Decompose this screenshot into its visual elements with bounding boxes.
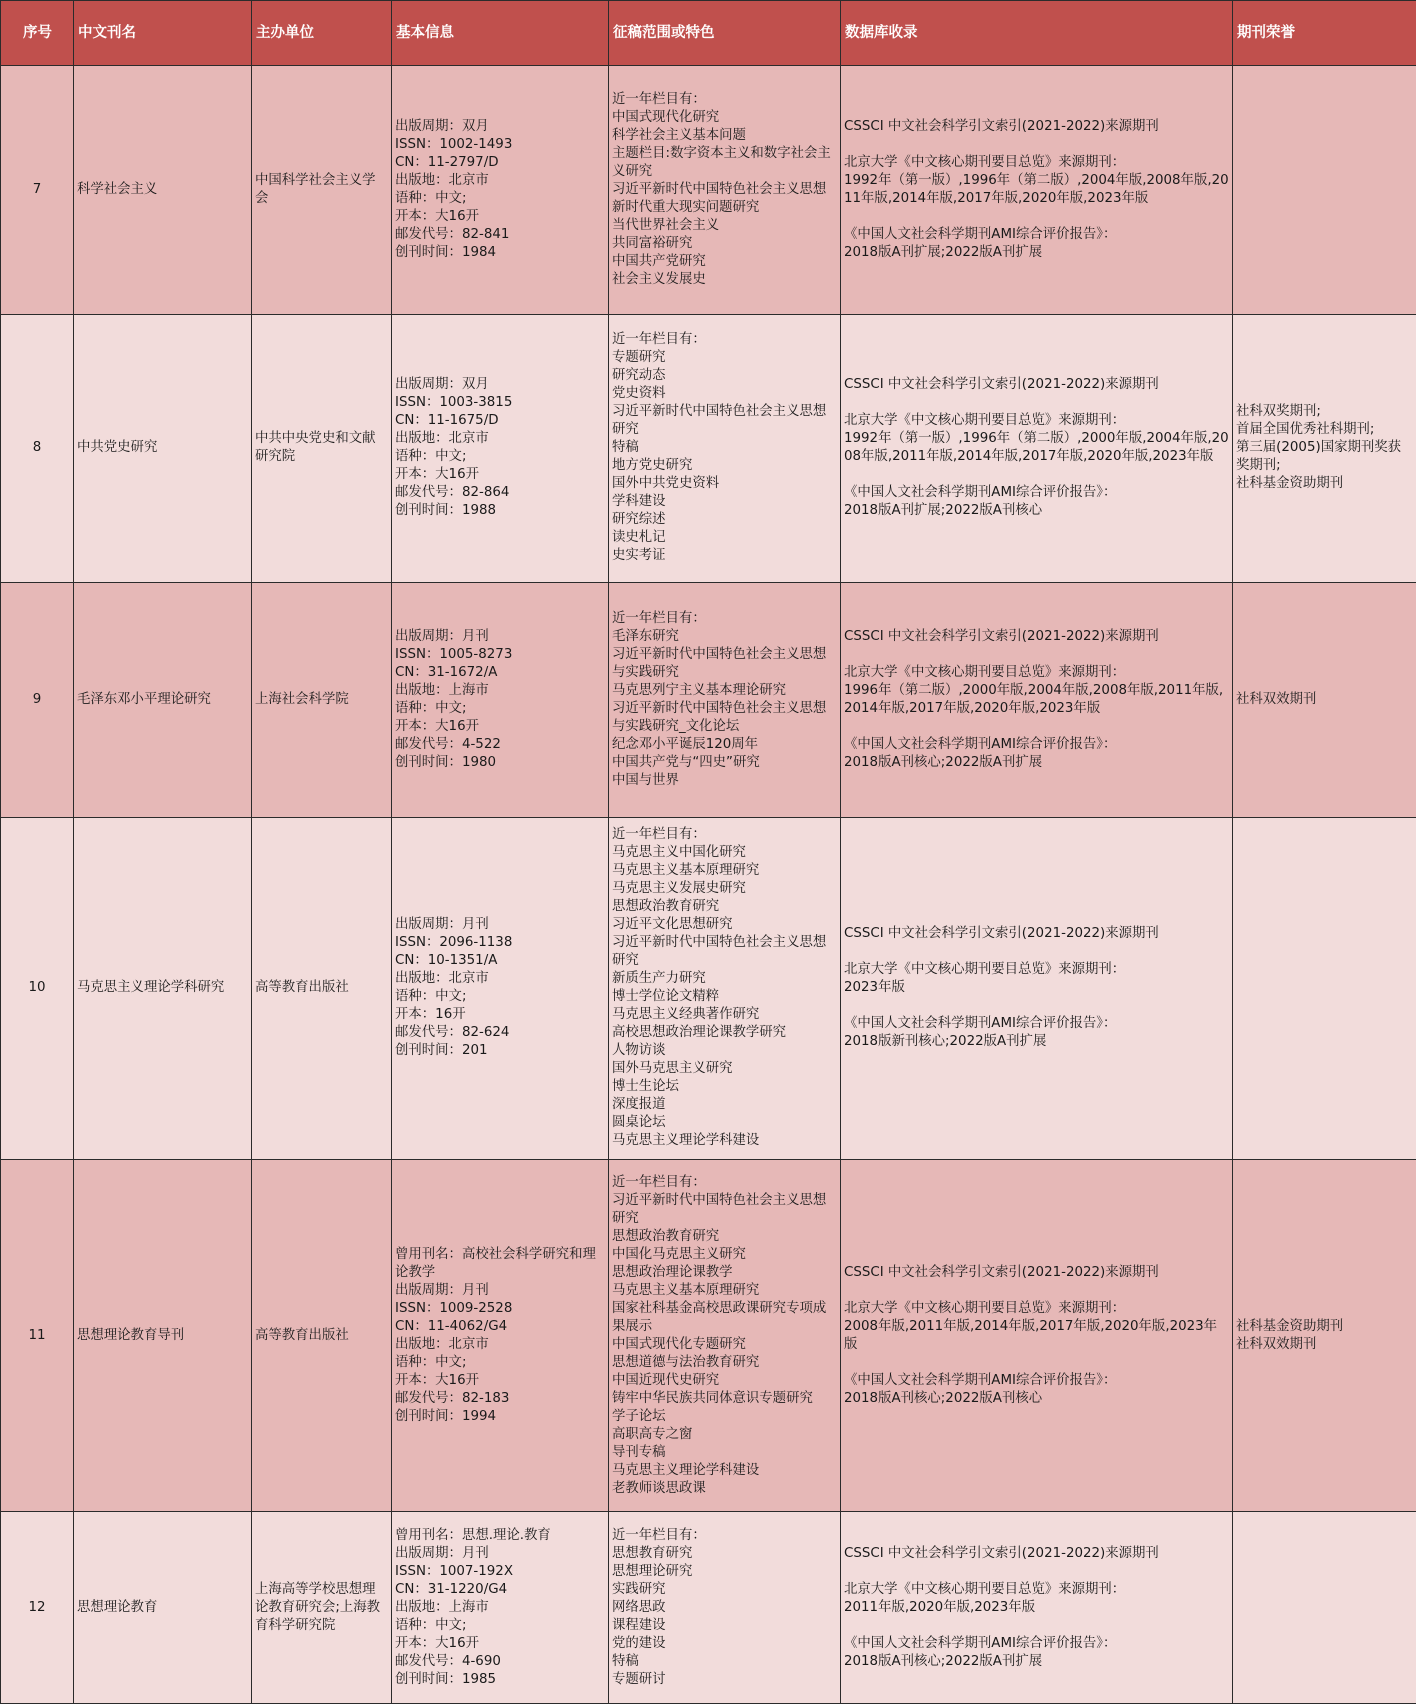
cell-line: 创刊时间：1984 — [395, 244, 497, 260]
cell-line: 语种：中文; — [395, 1617, 467, 1633]
cell-line — [844, 466, 1229, 484]
cell-line: 《中国人文社会科学期刊AMI综合评价报告》： — [844, 226, 1117, 242]
cell-line: 北京大学《中文核心期刊要目总览》来源期刊： — [844, 1300, 1126, 1316]
header-database: 数据库收录 — [841, 1, 1233, 66]
cell-line: 《中国人文社会科学期刊AMI综合评价报告》： — [844, 1016, 1117, 1032]
cell-line: 习近平新时代中国特色社会主义思想 — [612, 181, 827, 197]
cell-line: 学科建设 — [612, 494, 666, 510]
header-no: 序号 — [1, 1, 74, 66]
cell-honors — [1233, 1159, 1416, 1512]
cell-line: 国外马克思主义研究 — [612, 1061, 733, 1077]
cell-line: 首届全国优秀社科期刊; — [1236, 422, 1375, 438]
cell-basic-info — [392, 66, 609, 315]
cell-line: 创刊时间：1985 — [395, 1671, 497, 1687]
cell-database — [841, 314, 1233, 583]
cell-line: 思想政治教育研究 — [612, 1228, 720, 1244]
cell-line — [844, 1617, 1229, 1635]
table-row — [1, 1512, 1416, 1704]
cell-line: 习近平新时代中国特色社会主义思想与实践研究_文化论坛 — [612, 701, 827, 735]
cell-line — [844, 1354, 1229, 1372]
cell-line: 史实考证 — [612, 548, 666, 564]
cell-line — [844, 646, 1229, 664]
cell-line: ISSN：1009-2528 — [395, 1300, 513, 1316]
cell-scope — [609, 817, 841, 1159]
cell-journal-name: 科学社会主义 — [74, 66, 252, 315]
table-row — [1, 583, 1416, 818]
cell-line: ISSN：1007-192X — [395, 1563, 513, 1579]
cell-line — [844, 1563, 1229, 1581]
cell-line: 马克思主义中国化研究 — [612, 845, 746, 861]
cell-line: 近一年栏目有： — [612, 611, 706, 627]
cell-line: 主题栏目:数字资本主义和数字社会主义研究 — [612, 145, 831, 179]
cell-line: CSSCI 中文社会科学引文索引(2021-2022)来源期刊 — [844, 926, 1159, 942]
cell-line: CN：11-4062/G4 — [395, 1318, 508, 1334]
cell-line: 开本：大16开 — [395, 1372, 479, 1388]
cell-journal-name: 中共党史研究 — [74, 314, 252, 583]
cell-line: 实践研究 — [612, 1581, 666, 1597]
cell-line: 近一年栏目有： — [612, 1174, 706, 1190]
cell-line: 马克思主义发展史研究 — [612, 881, 746, 897]
cell-line: CN：10-1351/A — [395, 953, 498, 969]
cell-line: 中国共产党研究 — [612, 253, 706, 269]
cell-line: 出版周期：月刊 — [395, 629, 489, 645]
cell-database — [841, 66, 1233, 315]
cell-line: 中国与世界 — [612, 773, 679, 789]
cell-line: 语种：中文; — [395, 449, 467, 465]
cell-line: 马克思主义理论学科建设 — [612, 1133, 760, 1149]
cell-line: 2018版A刊扩展;2022版A刊扩展 — [844, 244, 1043, 260]
cell-line: 中国近现代史研究 — [612, 1372, 720, 1388]
cell-line: 2018版A刊核心;2022版A刊扩展 — [844, 1653, 1043, 1669]
cell-line: 深度报道 — [612, 1097, 666, 1113]
cell-line: 当代世界社会主义 — [612, 217, 720, 233]
cell-line: 出版地：北京市 — [395, 431, 489, 447]
cell-line: 圆桌论坛 — [612, 1115, 666, 1131]
cell-line: 党史资料 — [612, 386, 666, 402]
cell-scope — [609, 314, 841, 583]
cell-database — [841, 1159, 1233, 1512]
cell-line: 第三届(2005)国家期刊奖获奖期刊; — [1236, 440, 1402, 474]
cell-line: 《中国人文社会科学期刊AMI综合评价报告》： — [844, 485, 1117, 501]
cell-honors — [1233, 1512, 1416, 1704]
cell-line: 近一年栏目有： — [612, 1527, 706, 1543]
cell-no: 12 — [1, 1512, 74, 1704]
cell-line: 读史札记 — [612, 530, 666, 546]
cell-line: 特稿 — [612, 440, 639, 456]
cell-line: 思想理论研究 — [612, 1563, 693, 1579]
cell-database — [841, 817, 1233, 1159]
cell-line: 马克思主义理论学科建设 — [612, 1462, 760, 1478]
header-info: 基本信息 — [392, 1, 609, 66]
cell-line: 导刊专稿 — [612, 1444, 666, 1460]
cell-basic-info — [392, 1159, 609, 1512]
cell-sponsor: 上海高等学校思想理论教育研究会;上海教育科学研究院 — [252, 1512, 392, 1704]
cell-line: 科学社会主义基本问题 — [612, 127, 746, 143]
cell-basic-info — [392, 583, 609, 818]
cell-line: 出版周期：月刊 — [395, 917, 489, 933]
cell-line: 邮发代号：82-841 — [395, 226, 510, 242]
cell-line: 北京大学《中文核心期刊要目总览》来源期刊： — [844, 1581, 1126, 1597]
cell-line: 共同富裕研究 — [612, 235, 693, 251]
cell-line: 毛泽东研究 — [612, 629, 679, 645]
cell-line: CSSCI 中文社会科学引文索引(2021-2022)来源期刊 — [844, 629, 1159, 645]
cell-basic-info — [392, 314, 609, 583]
cell-line: 近一年栏目有： — [612, 91, 706, 107]
cell-sponsor: 高等教育出版社 — [252, 817, 392, 1159]
cell-scope — [609, 1512, 841, 1704]
cell-line: 出版地：北京市 — [395, 1336, 489, 1352]
cell-line: 出版周期：双月 — [395, 377, 489, 393]
cell-line: 开本：大16开 — [395, 467, 479, 483]
cell-line: 中国式现代化专题研究 — [612, 1336, 746, 1352]
cell-line: 出版地：上海市 — [395, 683, 489, 699]
cell-sponsor: 高等教育出版社 — [252, 1159, 392, 1512]
cell-line: 社科基金资助期刊 — [1236, 1318, 1344, 1334]
cell-line — [844, 718, 1229, 736]
cell-no: 7 — [1, 66, 74, 315]
cell-no: 9 — [1, 583, 74, 818]
cell-line: 高校思想政治理论课教学研究 — [612, 1025, 787, 1041]
cell-line: 1992年（第一版）,1996年（第二版）,2000年版,2004年版,2008年版,2011年版,2014年版,2017年版,2020年版,2023年版 — [844, 431, 1229, 465]
cell-line: ISSN：1002-1493 — [395, 136, 513, 152]
cell-line: 开本：16开 — [395, 1007, 466, 1023]
cell-basic-info — [392, 817, 609, 1159]
cell-line: ISSN：1003-3815 — [395, 395, 513, 411]
cell-honors — [1233, 66, 1416, 315]
cell-journal-name: 马克思主义理论学科研究 — [74, 817, 252, 1159]
cell-line: 研究动态 — [612, 368, 666, 384]
cell-line: 曾用刊名：高校社会科学研究和理论教学 — [395, 1246, 596, 1280]
cell-line: 邮发代号：4-522 — [395, 737, 501, 753]
cell-line: ISSN：2096-1138 — [395, 935, 513, 951]
cell-line — [844, 208, 1229, 226]
cell-honors — [1233, 583, 1416, 818]
cell-line: 马克思列宁主义基本理论研究 — [612, 683, 787, 699]
cell-line: 2023年版 — [844, 980, 905, 996]
cell-line: CN：11-1675/D — [395, 413, 499, 429]
cell-line: 邮发代号：82-624 — [395, 1025, 510, 1041]
cell-line: 开本：大16开 — [395, 719, 479, 735]
cell-line: 社科基金资助期刊 — [1236, 476, 1344, 492]
header-honors: 期刊荣誉 — [1233, 1, 1416, 66]
cell-line: 习近平文化思想研究 — [612, 917, 733, 933]
cell-line: 马克思主义基本原理研究 — [612, 863, 760, 879]
cell-line: 社科双奖期刊; — [1236, 404, 1321, 420]
cell-line: 铸牢中华民族共同体意识专题研究 — [612, 1390, 813, 1406]
cell-line: 学子论坛 — [612, 1408, 666, 1424]
cell-line: 高职高专之窗 — [612, 1426, 693, 1442]
cell-line: 近一年栏目有： — [612, 827, 706, 843]
cell-line: 国家社科基金高校思政课研究专项成果展示 — [612, 1300, 827, 1334]
cell-line: 北京大学《中文核心期刊要目总览》来源期刊： — [844, 154, 1126, 170]
cell-line: 新质生产力研究 — [612, 971, 706, 987]
cell-line: CSSCI 中文社会科学引文索引(2021-2022)来源期刊 — [844, 1545, 1159, 1561]
cell-line: CSSCI 中文社会科学引文索引(2021-2022)来源期刊 — [844, 377, 1159, 393]
cell-line: 创刊时间：1980 — [395, 755, 497, 771]
cell-line: 研究综述 — [612, 512, 666, 528]
cell-line: 邮发代号：82-864 — [395, 485, 510, 501]
cell-line: 习近平新时代中国特色社会主义思想研究 — [612, 935, 827, 969]
cell-line: ISSN：1005-8273 — [395, 647, 513, 663]
cell-line: 特稿 — [612, 1653, 639, 1669]
cell-line: 1992年（第一版）,1996年（第二版）,2004年版,2008年版,2011年版,2014年版,2017年版,2020年版,2023年版 — [844, 172, 1229, 206]
table-body — [1, 66, 1416, 1704]
cell-line: 社科双效期刊 — [1236, 1336, 1317, 1352]
cell-line: 出版地：北京市 — [395, 172, 489, 188]
cell-database — [841, 1512, 1233, 1704]
cell-sponsor: 中国科学社会主义学会 — [252, 66, 392, 315]
cell-line: CSSCI 中文社会科学引文索引(2021-2022)来源期刊 — [844, 1264, 1159, 1280]
cell-line: 2018版新刊核心;2022版A刊扩展 — [844, 1034, 1047, 1050]
cell-no: 10 — [1, 817, 74, 1159]
cell-line: 出版地：上海市 — [395, 1599, 489, 1615]
cell-line: 开本：大16开 — [395, 208, 479, 224]
cell-line — [844, 943, 1229, 961]
cell-line: 《中国人文社会科学期刊AMI综合评价报告》： — [844, 737, 1117, 753]
cell-honors — [1233, 817, 1416, 1159]
header-scope: 征稿范围或特色 — [609, 1, 841, 66]
cell-scope — [609, 1159, 841, 1512]
cell-line: 地方党史研究 — [612, 458, 693, 474]
cell-line: 邮发代号：4-690 — [395, 1653, 501, 1669]
cell-line: 《中国人文社会科学期刊AMI综合评价报告》： — [844, 1372, 1117, 1388]
cell-line: 党的建设 — [612, 1635, 666, 1651]
cell-line — [844, 1282, 1229, 1300]
cell-line: 2018版A刊扩展;2022版A刊核心 — [844, 503, 1043, 519]
header-name: 中文刊名 — [74, 1, 252, 66]
cell-line: 北京大学《中文核心期刊要目总览》来源期刊： — [844, 413, 1126, 429]
cell-line: 北京大学《中文核心期刊要目总览》来源期刊： — [844, 962, 1126, 978]
cell-line — [844, 136, 1229, 154]
cell-line: 北京大学《中文核心期刊要目总览》来源期刊： — [844, 665, 1126, 681]
cell-line: 思想教育研究 — [612, 1545, 693, 1561]
table-row — [1, 817, 1416, 1159]
cell-line: 《中国人文社会科学期刊AMI综合评价报告》： — [844, 1635, 1117, 1651]
cell-line: 社科双效期刊 — [1236, 692, 1317, 708]
cell-line: CN：31-1672/A — [395, 665, 498, 681]
cell-line: CSSCI 中文社会科学引文索引(2021-2022)来源期刊 — [844, 118, 1159, 134]
cell-line: 近一年栏目有： — [612, 332, 706, 348]
header-sponsor: 主办单位 — [252, 1, 392, 66]
cell-line: 出版周期：月刊 — [395, 1545, 489, 1561]
cell-line: CN：11-2797/D — [395, 154, 499, 170]
cell-line: 新时代重大现实问题研究 — [612, 199, 760, 215]
cell-line: 2008年版,2011年版,2014年版,2017年版,2020年版,2023年版 — [844, 1318, 1218, 1352]
cell-line: 国外中共党史资料 — [612, 476, 720, 492]
cell-line: 语种：中文; — [395, 989, 467, 1005]
cell-scope — [609, 66, 841, 315]
table-row — [1, 314, 1416, 583]
cell-line: 语种：中文; — [395, 190, 467, 206]
cell-database — [841, 583, 1233, 818]
cell-line: 2018版A刊核心;2022版A刊扩展 — [844, 755, 1043, 771]
cell-honors — [1233, 314, 1416, 583]
cell-line: 中国化马克思主义研究 — [612, 1246, 746, 1262]
cell-line: 课程建设 — [612, 1617, 666, 1633]
cell-line: 马克思主义基本原理研究 — [612, 1282, 760, 1298]
cell-line: 纪念邓小平诞辰120周年 — [612, 737, 759, 753]
cell-line: CN：31-1220/G4 — [395, 1581, 508, 1597]
cell-scope — [609, 583, 841, 818]
cell-line — [844, 394, 1229, 412]
cell-line: 思想政治理论课教学 — [612, 1264, 733, 1280]
cell-line: 开本：大16开 — [395, 1635, 479, 1651]
cell-journal-name: 思想理论教育 — [74, 1512, 252, 1704]
cell-journal-name: 毛泽东邓小平理论研究 — [74, 583, 252, 818]
table-row — [1, 66, 1416, 315]
cell-line: 出版周期：月刊 — [395, 1282, 489, 1298]
cell-sponsor: 上海社会科学院 — [252, 583, 392, 818]
cell-no: 11 — [1, 1159, 74, 1512]
cell-line — [844, 997, 1229, 1015]
cell-line: 习近平新时代中国特色社会主义思想研究 — [612, 1192, 827, 1226]
cell-line: 网络思政 — [612, 1599, 666, 1615]
cell-line: 马克思主义经典著作研究 — [612, 1007, 760, 1023]
cell-line: 博士生论坛 — [612, 1079, 679, 1095]
cell-basic-info — [392, 1512, 609, 1704]
cell-line: 语种：中文; — [395, 1354, 467, 1370]
cell-line: 专题研讨 — [612, 1671, 666, 1687]
cell-line: 2011年版,2020年版,2023年版 — [844, 1599, 1036, 1615]
cell-line: 博士学位论文精粹 — [612, 989, 720, 1005]
cell-line: 2018版A刊核心;2022版A刊核心 — [844, 1390, 1043, 1406]
table-row — [1, 1159, 1416, 1512]
cell-line: 创刊时间：201 — [395, 1043, 488, 1059]
cell-line: 创刊时间：1988 — [395, 503, 497, 519]
cell-line: 习近平新时代中国特色社会主义思想研究 — [612, 404, 827, 438]
cell-line: 习近平新时代中国特色社会主义思想与实践研究 — [612, 647, 827, 681]
cell-journal-name: 思想理论教育导刊 — [74, 1159, 252, 1512]
cell-line: 中国共产党与“四史”研究 — [612, 755, 760, 771]
cell-line: 语种：中文; — [395, 701, 467, 717]
cell-line: 思想政治教育研究 — [612, 899, 720, 915]
cell-line: 社会主义发展史 — [612, 271, 706, 287]
cell-line: 中国式现代化研究 — [612, 109, 720, 125]
cell-sponsor: 中共中央党史和文献研究院 — [252, 314, 392, 583]
cell-line: 创刊时间：1994 — [395, 1408, 497, 1424]
cell-line: 曾用刊名：思想.理论.教育 — [395, 1527, 551, 1543]
cell-line: 思想道德与法治教育研究 — [612, 1354, 760, 1370]
cell-line: 人物访谈 — [612, 1043, 666, 1059]
cell-line: 老教师谈思政课 — [612, 1480, 706, 1496]
cell-line: 专题研究 — [612, 350, 666, 366]
cell-line: 邮发代号：82-183 — [395, 1390, 510, 1406]
cell-line: 出版地：北京市 — [395, 971, 489, 987]
table-header-row — [1, 1, 1416, 66]
cell-line: 1996年（第二版）,2000年版,2004年版,2008年版,2011年版,2014年版,2017年版,2020年版,2023年版 — [844, 683, 1224, 717]
cell-no: 8 — [1, 314, 74, 583]
cell-line: 出版周期：双月 — [395, 118, 489, 134]
